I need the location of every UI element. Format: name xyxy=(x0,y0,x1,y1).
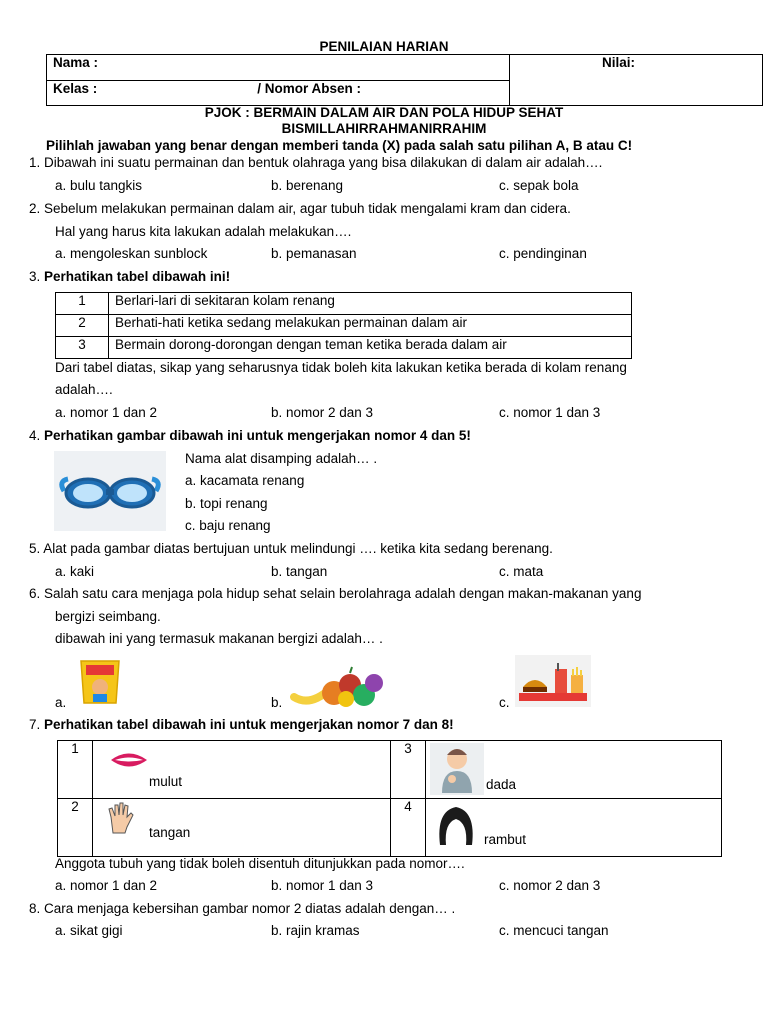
question-1: 1. Dibawah ini suatu permainan dan bentuk olahraga yang bisa dilakukan di dalam air adalah…. xyxy=(29,155,603,170)
q7-option-b[interactable]: b. nomor 1 dan 3 xyxy=(271,878,374,893)
cell-label-tangan: tangan xyxy=(149,825,191,840)
junk-food-icon xyxy=(515,655,591,707)
nilai-label: Nilai: xyxy=(602,55,636,70)
q6-option-b[interactable]: b. xyxy=(271,695,283,710)
q1-option-a[interactable]: a. bulu tangkis xyxy=(55,178,143,193)
question-6: 6. Salah satu cara menjaga pola hidup sehat selain berolahraga adalah dengan makan-makanan yang xyxy=(29,586,642,601)
table-row: 1 Berlari-lari di sekitaran kolam renang xyxy=(56,293,632,315)
q4-option-b[interactable]: b. topi renang xyxy=(185,496,268,511)
q3-table xyxy=(55,292,632,359)
q5-option-b[interactable]: b. tangan xyxy=(271,564,328,579)
q2-option-a[interactable]: a. mengoleskan sunblock xyxy=(55,246,208,261)
question-2: 2. Sebelum melakukan permainan dalam air, agar tubuh tidak mengalami kram dan cidera. xyxy=(29,201,571,216)
question-6-line2: bergizi seimbang. xyxy=(55,609,161,624)
question-4: 4. Perhatikan gambar dibawah ini untuk mengerjakan nomor 4 dan 5! xyxy=(29,428,471,443)
question-8: 8. Cara menjaga kebersihan gambar nomor 2 diatas adalah dengan… . xyxy=(29,901,456,916)
q1-option-b[interactable]: b. berenang xyxy=(271,178,344,193)
question-3-line3: adalah…. xyxy=(55,382,113,397)
absen-label: / Nomor Absen : xyxy=(257,80,362,96)
table-row: 2 Berhati-hati ketika sedang melakukan permainan dalam air xyxy=(56,315,632,337)
q6-option-a[interactable]: a. xyxy=(55,695,67,710)
q2-option-c[interactable]: c. pendinginan xyxy=(499,246,587,261)
hand-icon xyxy=(105,801,135,835)
question-2-line2: Hal yang harus kita lakukan adalah melakukan…. xyxy=(55,224,352,239)
q4-option-a[interactable]: a. kacamata renang xyxy=(185,473,305,488)
kelas-label: Kelas : xyxy=(53,80,98,96)
table-row: 1 mulut 3 dada xyxy=(58,741,722,799)
mouth-icon xyxy=(109,749,149,771)
q3-option-c[interactable]: c. nomor 1 dan 3 xyxy=(499,405,601,420)
question-3-line2: Dari tabel diatas, sikap yang seharusnya tidak boleh kita lakukan ketika berada di kolam renang xyxy=(55,360,627,375)
q4-prompt: Nama alat disamping adalah… . xyxy=(185,451,378,466)
question-3: 3. Perhatikan tabel dibawah ini! xyxy=(29,269,231,284)
student-info-table xyxy=(46,54,763,106)
q7-option-c[interactable]: c. nomor 2 dan 3 xyxy=(499,878,601,893)
cell-label-rambut: rambut xyxy=(484,832,527,847)
q7-table xyxy=(57,740,722,857)
fruits-icon xyxy=(290,659,388,709)
snack-bag-icon xyxy=(78,657,122,707)
cell-label-mulut: mulut xyxy=(149,774,183,789)
question-6-line3: dibawah ini yang termasuk makanan bergizi adalah… . xyxy=(55,631,383,646)
cell-label-dada: dada xyxy=(486,777,517,792)
question-5: 5. Alat pada gambar diatas bertujuan untuk melindungi …. ketika kita sedang berenang. xyxy=(29,541,553,556)
nama-label: Nama : xyxy=(53,55,99,70)
q5-option-a[interactable]: a. kaki xyxy=(55,564,95,579)
q8-option-b[interactable]: b. rajin kramas xyxy=(271,923,360,938)
page-title: PENILAIAN HARIAN xyxy=(319,39,449,54)
basmalah: BISMILLAHIRRAHMANIRRAHIM xyxy=(281,121,487,136)
hair-icon xyxy=(432,801,480,849)
swimming-goggles-icon xyxy=(54,451,166,531)
table-row: 2 tangan 4 rambut xyxy=(58,799,722,857)
chest-child-icon xyxy=(430,743,484,795)
q4-option-c[interactable]: c. baju renang xyxy=(185,518,271,533)
q8-option-a[interactable]: a. sikat gigi xyxy=(55,923,123,938)
q3-option-a[interactable]: a. nomor 1 dan 2 xyxy=(55,405,158,420)
nilai-cell[interactable] xyxy=(510,55,763,106)
q2-option-b[interactable]: b. pemanasan xyxy=(271,246,357,261)
q8-option-c[interactable]: c. mencuci tangan xyxy=(499,923,609,938)
q1-option-c[interactable]: c. sepak bola xyxy=(499,178,579,193)
kelas-cell[interactable] xyxy=(47,80,510,106)
nama-cell[interactable] xyxy=(47,55,510,81)
q5-option-c[interactable]: c. mata xyxy=(499,564,544,579)
subject-title: PJOK : BERMAIN DALAM AIR DAN POLA HIDUP SEHAT xyxy=(204,105,564,120)
question-7: 7. Perhatikan tabel dibawah ini untuk mengerjakan nomor 7 dan 8! xyxy=(29,717,454,732)
table-row: 3 Bermain dorong-dorongan dengan teman ketika berada dalam air xyxy=(56,337,632,359)
q7-option-a[interactable]: a. nomor 1 dan 2 xyxy=(55,878,158,893)
q6-option-c[interactable]: c. xyxy=(499,695,510,710)
q3-option-b[interactable]: b. nomor 2 dan 3 xyxy=(271,405,374,420)
instruction: Pilihlah jawaban yang benar dengan memberi tanda (X) pada salah satu pilihan A, B atau C! xyxy=(46,138,633,153)
question-7-line2: Anggota tubuh yang tidak boleh disentuh ditunjukkan pada nomor…. xyxy=(55,856,465,871)
